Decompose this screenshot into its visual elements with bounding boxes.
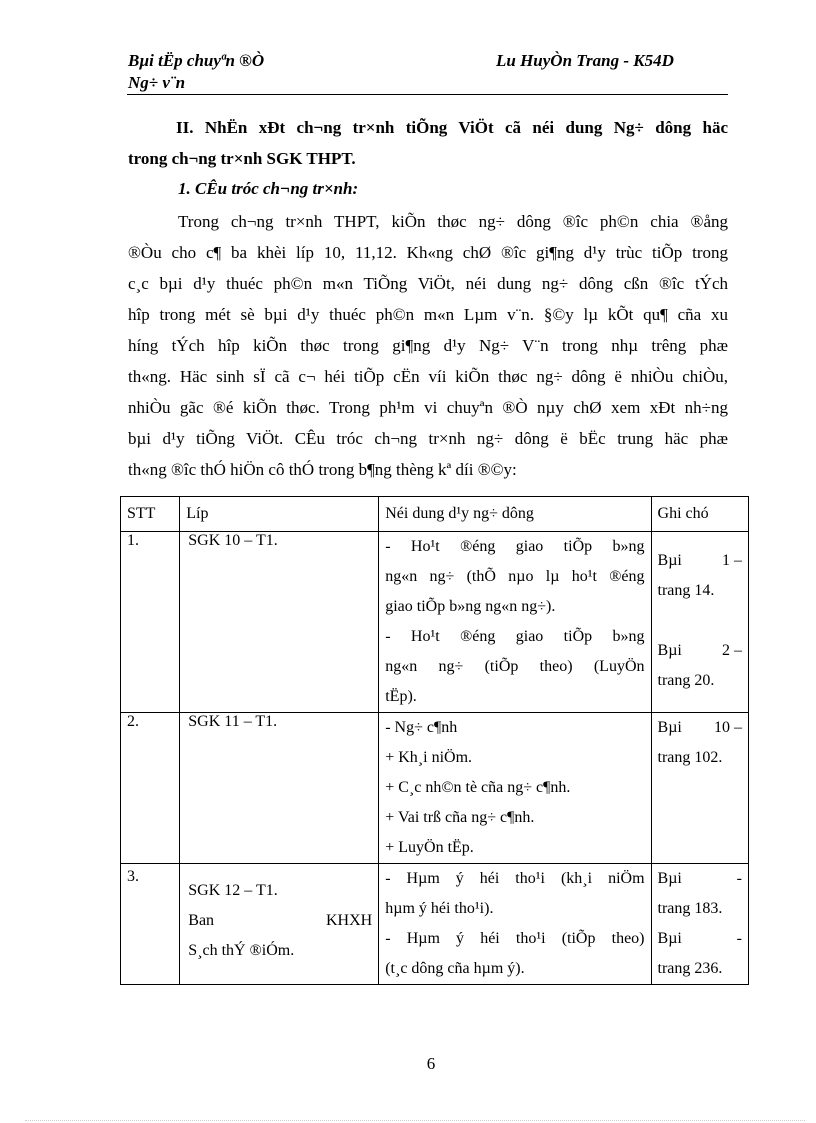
noi-dung-line: - Hµm ý héi tho¹i (kh¸i niÖm bbox=[385, 870, 645, 887]
cell-stt: 3. bbox=[121, 864, 180, 985]
table-row bbox=[121, 532, 749, 713]
noi-dung-line: - Ng÷ c¶nh bbox=[385, 719, 458, 736]
section-heading bbox=[128, 112, 728, 174]
noi-dung-line: ng«n ng÷ (thÕ nµo lµ ho¹t ®éng bbox=[385, 568, 645, 585]
body-paragraph bbox=[128, 206, 728, 485]
cell-stt: 1. bbox=[121, 532, 180, 713]
paragraph-line: bµi d¹y tiÕng ViÖt. CÊu tróc ch¬ng tr×nh ng÷ dông ë bËc trung häc phæ bbox=[128, 429, 728, 448]
cell-lop bbox=[180, 713, 379, 864]
subheading: 1. CÊu tróc ch¬ng tr×nh: bbox=[178, 179, 359, 198]
cell-lop bbox=[180, 864, 379, 985]
ghi-chu-word: - bbox=[736, 930, 742, 947]
ghi-chu-word: 2 – bbox=[722, 642, 742, 659]
cell-ghi-chu bbox=[651, 864, 748, 985]
cell-lop-line: S¸ch thÝ ®iÓm. bbox=[188, 942, 295, 959]
ghi-chu-line: trang 20. bbox=[657, 672, 715, 689]
cell-lop-line: SGK 12 – T1. bbox=[188, 882, 278, 899]
paragraph-line: ®Òu cho c¶ ba khèi líp 10, 11,12. Kh«ng chØ ®îc gi¶ng d¹y trùc tiÕp trong bbox=[128, 243, 728, 262]
header-left bbox=[128, 50, 388, 94]
cell-ghi-chu bbox=[651, 713, 748, 864]
section-heading-line2: trong ch¬ng tr×nh SGK THPT. bbox=[128, 149, 356, 168]
noi-dung-line: + Vai trß cña ng÷ c¶nh. bbox=[385, 809, 535, 826]
ghi-chu-line bbox=[658, 713, 742, 743]
paragraph-line: th«ng ®îc thÓ hiÖn cô thÓ trong b¶ng thèng kª díi ®©y: bbox=[128, 460, 517, 479]
cell-ghi-chu bbox=[651, 532, 748, 713]
header-rule bbox=[127, 94, 728, 95]
page-bottom-divider bbox=[25, 1120, 805, 1121]
header-title-line1: Bµi tËp chuyªn ®Ò bbox=[128, 51, 265, 70]
noi-dung-line: ng«n ng÷ (tiÕp theo) (LuyÖn bbox=[385, 658, 645, 675]
cell-lop-word: Ban bbox=[188, 912, 215, 929]
ghi-chu-word: 1 – bbox=[722, 552, 742, 569]
table-row bbox=[121, 713, 749, 864]
ghi-chu-line bbox=[658, 636, 742, 666]
column-header-lop: Líp bbox=[180, 497, 379, 532]
cell-noi-dung bbox=[379, 532, 651, 713]
ghi-chu-word: Bµi bbox=[657, 870, 682, 887]
paragraph-line: híng tÝch hîp kiÕn thøc trong gi¶ng d¹y Ng÷ V¨n trong nhµ trêng phæ bbox=[128, 336, 728, 355]
ghi-chu-line: trang 183. bbox=[657, 900, 723, 917]
paragraph-line: hîp trong mét sè bµi d¹y thuéc ph©n m«n Lµm v¨n. §©y lµ kÕt qu¶ cña xu bbox=[128, 305, 728, 324]
noi-dung-line: (t¸c dông cña hµm ý). bbox=[385, 960, 525, 977]
cell-lop-word: KHXH bbox=[326, 912, 373, 929]
ghi-chu-word: - bbox=[736, 870, 742, 887]
column-header-ghi-chu: Ghi chó bbox=[651, 497, 748, 532]
cell-lop-line bbox=[186, 906, 372, 936]
cell-lop bbox=[180, 532, 379, 713]
column-header-stt: STT bbox=[121, 497, 180, 532]
ghi-chu-line: trang 236. bbox=[657, 960, 723, 977]
paragraph-line: th«ng. Häc sinh sÏ cã c¬ héi tiÕp cËn víi kiÕn thøc ng÷ dông ë nhiÒu chiÒu, bbox=[128, 367, 728, 386]
cell-noi-dung bbox=[379, 713, 651, 864]
ghi-chu-line bbox=[658, 864, 742, 894]
ghi-chu-word: Bµi bbox=[657, 719, 682, 736]
noi-dung-line: giao tiÕp b»ng ng«n ng÷). bbox=[385, 598, 556, 615]
ghi-chu-word: 10 – bbox=[714, 719, 742, 736]
paragraph-line: c¸c bµi d¹y thuéc ph©n m«n TiÕng ViÖt, néi dung ng÷ dông cßn ®îc tÝch bbox=[128, 274, 728, 293]
noi-dung-line: + Kh¸i niÖm. bbox=[385, 749, 473, 766]
cell-stt: 2. bbox=[121, 713, 180, 864]
paragraph-line: Trong ch¬ng tr×nh THPT, kiÕn thøc ng÷ dông ®îc ph©n chia ®ång bbox=[178, 212, 728, 231]
table-header-row bbox=[121, 497, 749, 532]
paragraph-line: nhiÒu gãc ®é kiÕn thøc. Trong ph¹m vi chuyªn ®Ò nµy chØ xem xÐt nh÷ng bbox=[128, 398, 728, 417]
noi-dung-line: tËp). bbox=[385, 688, 417, 705]
cell-lop-line: SGK 11 – T1. bbox=[188, 713, 278, 730]
cell-noi-dung bbox=[379, 864, 651, 985]
header-author: Lu HuyÒn Trang - K54D bbox=[496, 51, 674, 70]
ghi-chu-line bbox=[658, 546, 742, 576]
column-header-noi-dung: Néi dung d¹y ng÷ dông bbox=[379, 497, 651, 532]
noi-dung-line: - Ho¹t ®éng giao tiÕp b»ng bbox=[385, 538, 645, 555]
section-heading-line1: II. NhËn xÐt ch¬ng tr×nh tiÕng ViÖt cã néi dung Ng÷ dông häc bbox=[176, 118, 728, 137]
ghi-chu-line bbox=[658, 924, 742, 954]
header-title-line2: Ng÷ v¨n bbox=[128, 73, 186, 92]
page-number: 6 bbox=[426, 1054, 436, 1073]
noi-dung-line: + C¸c nh©n tè cña ng÷ c¶nh. bbox=[385, 779, 571, 796]
noi-dung-line: hµm ý héi tho¹i). bbox=[385, 900, 494, 917]
ghi-chu-word: Bµi bbox=[657, 552, 682, 569]
cell-lop-line: SGK 10 – T1. bbox=[188, 532, 278, 549]
table-row bbox=[121, 864, 749, 985]
noi-dung-line: - Hµm ý héi tho¹i (tiÕp theo) bbox=[385, 930, 645, 947]
noi-dung-line: + LuyÖn tËp. bbox=[385, 839, 474, 856]
ghi-chu-word: Bµi bbox=[657, 642, 682, 659]
ghi-chu-word: Bµi bbox=[657, 930, 682, 947]
ghi-chu-line: trang 14. bbox=[657, 582, 715, 599]
ghi-chu-line: trang 102. bbox=[657, 749, 723, 766]
lesson-table bbox=[120, 496, 749, 985]
noi-dung-line: - Ho¹t ®éng giao tiÕp b»ng bbox=[385, 628, 645, 645]
